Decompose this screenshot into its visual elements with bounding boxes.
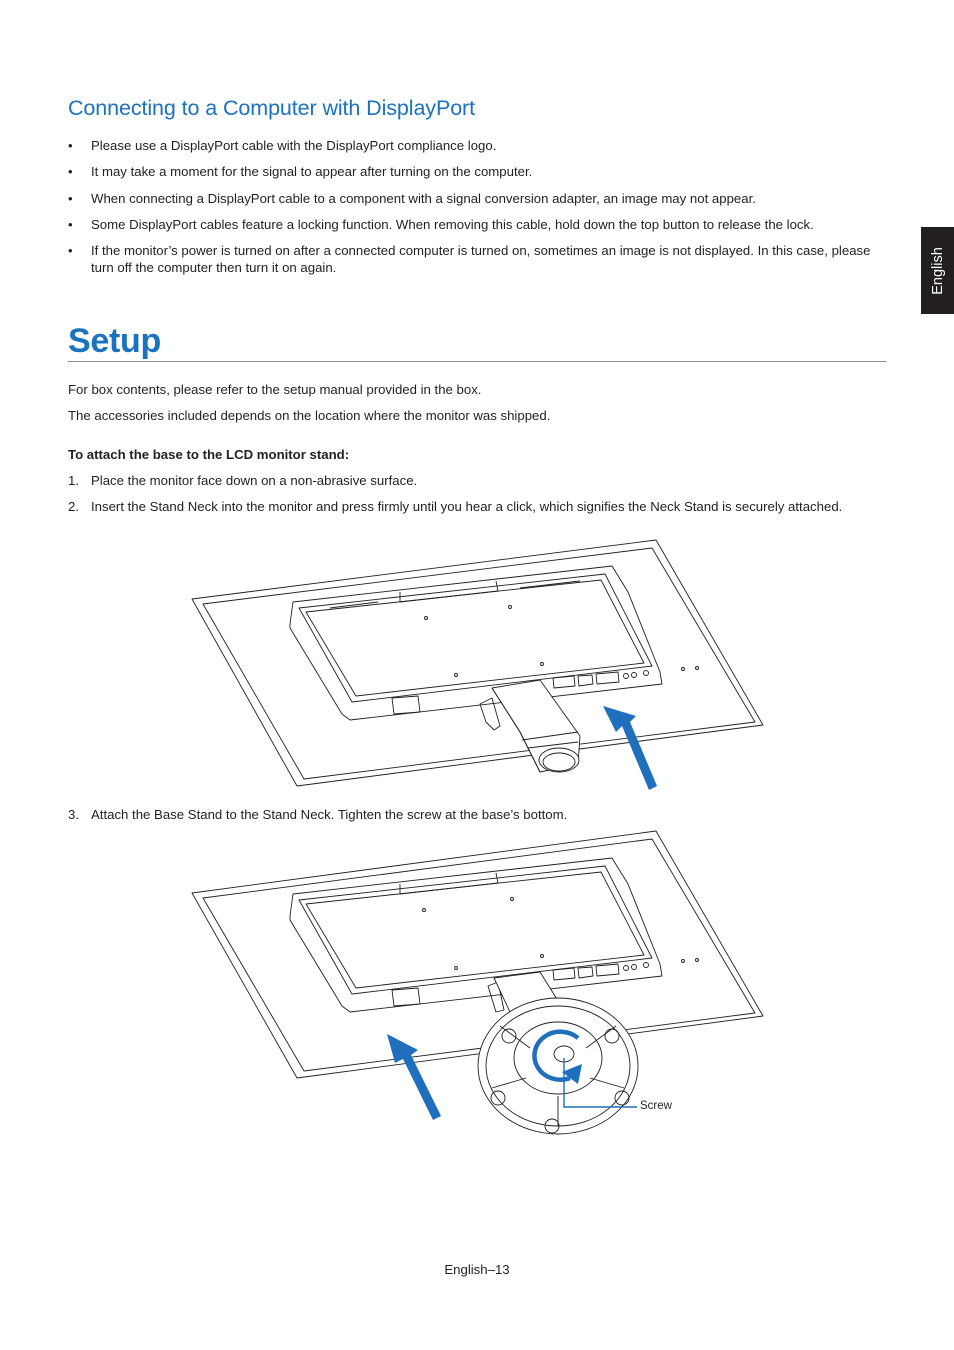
list-item: • It may take a moment for the signal to appear after turning on the computer. bbox=[68, 164, 533, 180]
step-3 bbox=[68, 806, 888, 823]
language-tab bbox=[921, 227, 954, 314]
bullet-mark: • bbox=[68, 216, 73, 232]
intro-paragraph: For box contents, please refer to the setup manual provided in the box. bbox=[68, 382, 482, 397]
bullet-mark: • bbox=[68, 164, 73, 180]
bullet-mark: • bbox=[68, 190, 73, 206]
step-number: 1. bbox=[68, 473, 79, 488]
step-number: 3. bbox=[68, 807, 79, 822]
step-1 bbox=[68, 472, 888, 489]
step-2 bbox=[68, 498, 888, 515]
stand-neck-illustration bbox=[0, 536, 954, 798]
title-rule bbox=[68, 361, 886, 362]
step-text: Insert the Stand Neck into the monitor and press firmly until you hear a click, which signifies the Neck Stand is securely attached. bbox=[91, 499, 843, 514]
list-item: • Some DisplayPort cables feature a locking function. When removing this cable, hold down the top button to release the lock. bbox=[68, 216, 814, 232]
base-stand-illustration bbox=[0, 826, 954, 1146]
section-title: Connecting to a Computer with DisplayPort bbox=[68, 96, 475, 120]
list-item: • If the monitor’s power is turned on after a connected computer is turned on, sometimes an image is not displayed. In this case, please turn off the computer then turn it on again. bbox=[68, 243, 871, 276]
list-item: • Please use a DisplayPort cable with the DisplayPort compliance logo. bbox=[68, 138, 497, 153]
intro-paragraph: The accessories included depends on the location where the monitor was shipped. bbox=[68, 408, 551, 423]
language-tab-label: English bbox=[929, 246, 946, 295]
bullet-mark: • bbox=[68, 138, 73, 153]
step-text: Attach the Base Stand to the Stand Neck. Tighten the screw at the base’s bottom. bbox=[91, 807, 568, 822]
page-number: English–13 bbox=[444, 1262, 510, 1277]
step-number: 2. bbox=[68, 499, 79, 514]
subheading: To attach the base to the LCD monitor stand: bbox=[68, 447, 350, 462]
page-title: Setup bbox=[68, 322, 161, 360]
bullet-mark: • bbox=[68, 243, 73, 259]
step-text: Place the monitor face down on a non-abrasive surface. bbox=[91, 473, 418, 488]
screw-callout: Screw bbox=[640, 1100, 672, 1112]
list-item: • When connecting a DisplayPort cable to a component with a signal conversion adapter, an image may not appear. bbox=[68, 190, 756, 206]
bullet-list bbox=[68, 137, 888, 285]
